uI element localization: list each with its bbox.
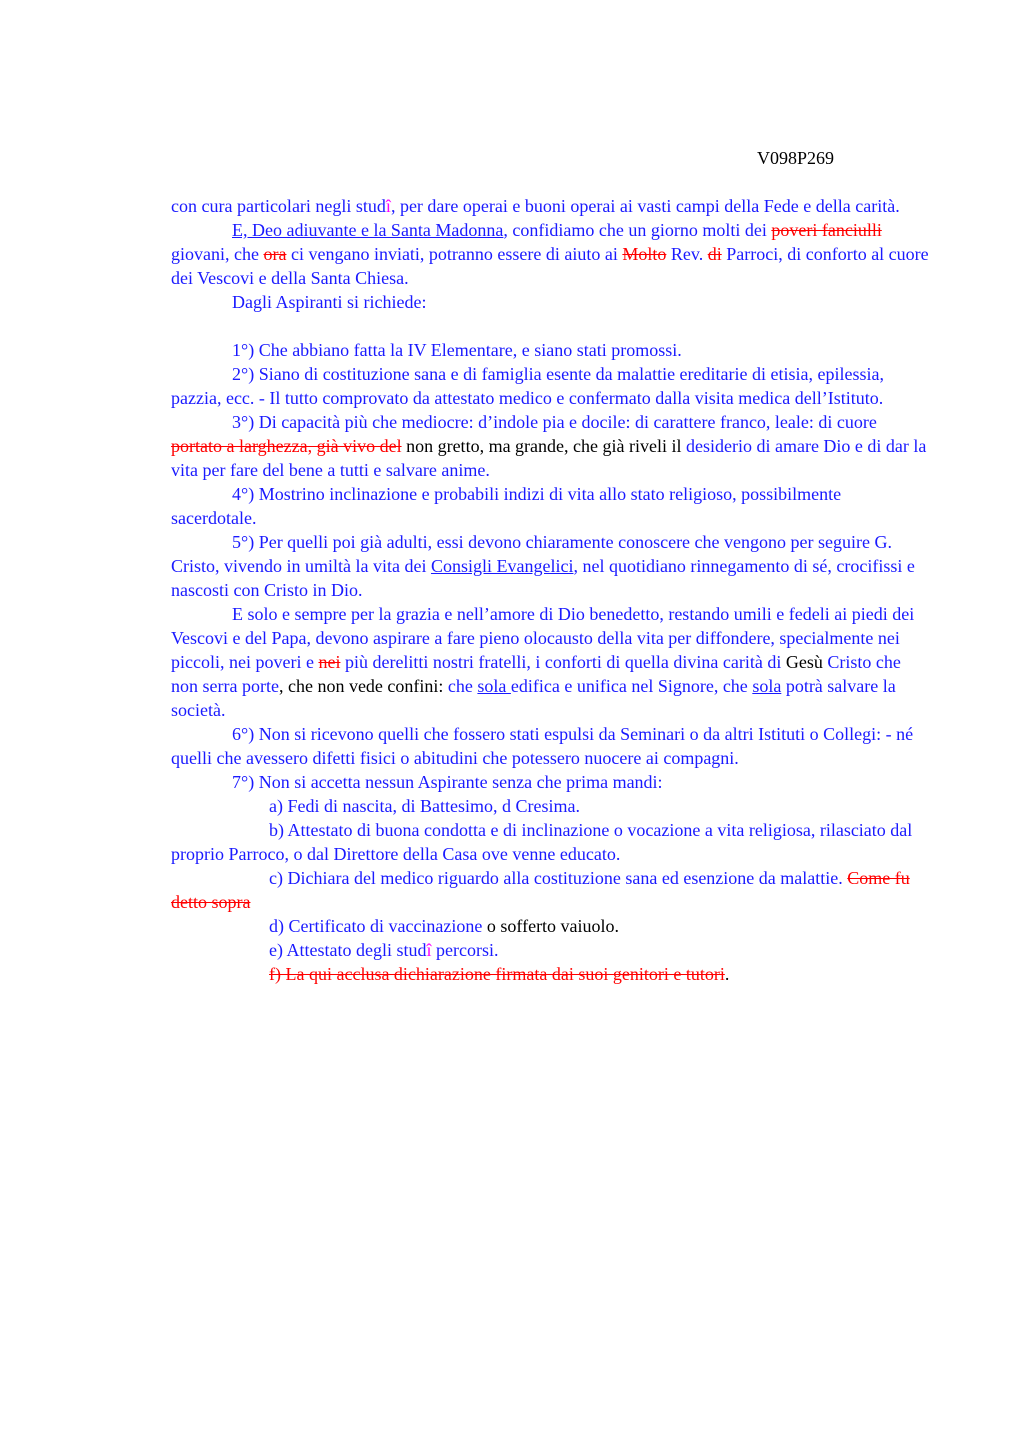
blank-line: [171, 314, 931, 338]
requirement-6: 6°) Non si ricevono quelli che fossero stati espulsi da Seminari o da altri Istituti o Collegi: - né quelli che avessero difetti fisici o abitudini che potessero nuocere ai compagni.: [171, 724, 914, 768]
text-span: non gretto, ma grande, che già riveli il: [401, 436, 686, 456]
deleted-text: ora: [263, 244, 287, 264]
text-span: 5°) Per quelli poi già adulti, essi devono chiaramente conoscere che vengono per seguire G. Cristo, vivendo in umiltà la vita dei: [171, 532, 892, 576]
text-span: Gesù: [785, 652, 823, 672]
deleted-text: nei: [318, 652, 341, 672]
text-span: che: [447, 676, 478, 696]
requirement-2: 2°) Siano di costituzione sana e di famiglia esente da malattie ereditarie di etisia, epilessia, pazzia, ecc. - Il tutto comprovato da attestato medico e confermato dalla visita medica dell’Istituto.: [171, 364, 884, 408]
document-item-f: [171, 962, 931, 986]
paragraph-deo-adiuvante: [171, 218, 931, 290]
requirement-1: 1°) Che abbiano fatta la IV Elementare, e siano stati promossi.: [232, 340, 682, 360]
document-body: [171, 194, 931, 986]
underlined-text: E, Deo adiuvante e la Santa Madonna: [232, 220, 504, 240]
inserted-char: î: [426, 940, 432, 960]
deleted-text: Come fu detto sopra: [171, 868, 910, 912]
underlined-text: sola: [477, 676, 511, 696]
text-span: Parroci, di conforto al cuore dei Vescovi e della Santa Chiesa.: [171, 244, 929, 288]
text-span: d) Certificato di vaccinazione: [269, 916, 483, 936]
paragraph-intro: [171, 194, 931, 218]
deleted-text: di: [707, 244, 722, 264]
text-span: , che non vede confini:: [278, 676, 448, 696]
text-span: più derelitti nostri fratelli, i conforti di quella divina carità di: [340, 652, 786, 672]
paragraph-olocausto: [171, 602, 931, 722]
text-span: con cura particolari negli stud: [171, 196, 386, 216]
text-span: , confidiamo che un giorno molti dei: [503, 220, 772, 240]
text-span: 3°) Di capacità più che mediocre: d’indole pia e docile: di carattere franco, leale: di cuore: [232, 412, 877, 432]
inserted-char: î: [385, 196, 391, 216]
document-item-c: [171, 866, 931, 914]
text-span: c) Dichiara del medico riguardo alla costituzione sana ed esenzione da malattie.: [269, 868, 843, 888]
requirement-7: 7°) Non si accetta nessun Aspirante senza che prima mandi:: [232, 772, 663, 792]
text-span: E solo e sempre per la grazia e nell’amore di Dio benedetto, restando umili e fedeli ai piedi dei Vescovi e del Papa, devono aspirare a fare pieno olocausto della vita per diffondere, specialmente nei piccoli, nei poveri e: [171, 604, 915, 672]
text-span: , per dare operai e buoni operai ai vasti campi della Fede e della carità.: [390, 196, 900, 216]
document-item-e: [171, 938, 931, 962]
text-span: percorsi.: [431, 940, 499, 960]
document-item-a: a) Fedi di nascita, di Battesimo, d Cresima.: [269, 796, 580, 816]
text-span: e) Attestato degli stud: [269, 940, 427, 960]
text-span: o sofferto vaiuolo.: [482, 916, 620, 936]
deleted-text: poveri fanciulli: [771, 220, 882, 240]
document-item-b: b) Attestato di buona condotta e di inclinazione o vocazione a vita religiosa, rilasciato dal proprio Parroco, o dal Direttore della Casa ove venne educato.: [171, 820, 913, 864]
underlined-text: sola: [752, 676, 782, 696]
text-span: desiderio di amare Dio e di dar la vita per fare del bene a tutti e salvare anime.: [171, 436, 927, 480]
page-identifier: V098P269: [757, 148, 835, 168]
text-span: edifica e unifica nel Signore, che: [510, 676, 753, 696]
document-item-d: [171, 914, 931, 938]
deleted-text: Molto: [622, 244, 667, 264]
text-span: potrà salvare la società.: [171, 676, 896, 720]
requirement-3: [171, 410, 931, 482]
text-span: Rev.: [666, 244, 708, 264]
deleted-text: f) La qui acclusa dichiarazione firmata dai suoi genitori e tutori: [269, 964, 725, 984]
requirement-4: 4°) Mostrino inclinazione e probabili indizi di vita allo stato religioso, possibilmente sacerdotale.: [171, 484, 842, 528]
text-span: , nel quotidiano rinnegamento di sé, crocifissi e nascosti con Cristo in Dio.: [171, 556, 915, 600]
text-span: giovani, che: [171, 244, 264, 264]
deleted-text: portato a larghezza, già vivo del: [171, 436, 402, 456]
requirement-5: [171, 530, 931, 602]
text-span: .: [724, 964, 730, 984]
paragraph-requirements-heading: Dagli Aspiranti si richiede:: [232, 292, 427, 312]
text-span: ci vengano inviati, potranno essere di aiuto ai: [286, 244, 623, 264]
underlined-text: Consigli Evangelici: [430, 556, 574, 576]
text-span: Cristo che non serra porte: [171, 652, 901, 696]
